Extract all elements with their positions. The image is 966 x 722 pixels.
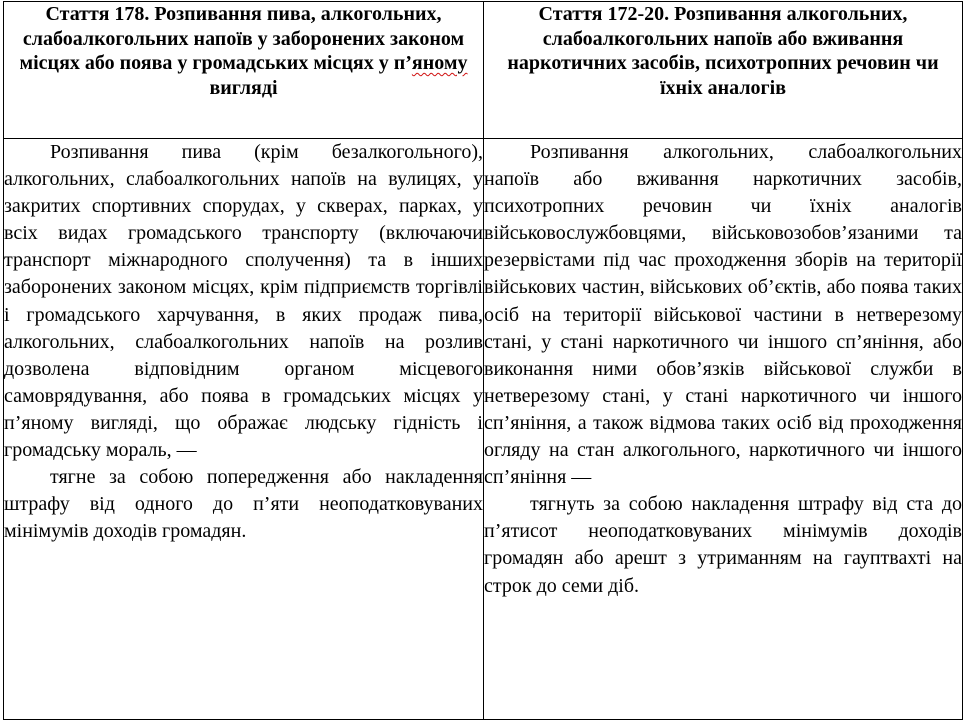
left-penalty-paragraph: тягне за собою попередження або накладення штрафу від одного до п’яти неоподатковуваних мінімумів доходів громадян. (4, 466, 483, 543)
right-penalty-paragraph: тягнуть за собою накладення штрафу від ста до п’ятисот неоподатковуваних мінімумів доходів громадян або арешт з утриманням на гауптвахті на строк до семи діб. (484, 493, 962, 597)
left-article-title-text: Стаття 178. Розпивання пива, алкогольних, слабоалкогольних напоїв у заборонених законом місцях або поява у громадських місцях у п’ (19, 3, 465, 74)
header-row (4, 2, 963, 139)
right-article-title (484, 2, 963, 139)
left-article-title-end: вигляді (209, 76, 278, 99)
left-article-title (4, 2, 484, 139)
left-article-text (4, 139, 484, 720)
left-offense-paragraph: Розпивання пива (крім безалкогольного), алкогольних, слабоалкогольних напоїв на вулицях, у закритих спортивних спорудах, у скверах, парках, у всіх видах громадського транспорту (включаючи транспорт міжнародного сполучення) та в інших заборонених законом місцях, крім підприємств торгівлі і громадського харчування, в яких продаж пива, алкогольних, слабоалкогольних напоїв на розлив дозволена відповідним органом місцевого самоврядування, або поява в громадських місцях у п’яному вигляді, що ображає людську гідність і громадську мораль, — (4, 141, 483, 462)
spellcheck-flagged-word: яному (411, 52, 468, 74)
right-offense-paragraph: Розпивання алкогольних, слабоалкогольних напоїв або вживання наркотичних засобів, психотропних речовин чи їхніх аналогів військовослужбовцями, військовозобов’язаними та резервістами під час проходження зборів на території військових частин, військових об’єктів, або поява таких осіб на території військової частини в нетверезому стані, у стані наркотичного чи іншого сп’яніння, або виконання ними обов’язків військової служби в нетверезому стані, у стані наркотичного чи іншого сп’яніння, а також відмова таких осіб від проходження огляду на стан алкогольного, наркотичного чи іншого сп’яніння — (484, 141, 962, 489)
content-row (4, 139, 963, 720)
right-article-title-text: Стаття 172-20. Розпивання алкогольних, слабоалкогольних напоїв або вживання наркотичних засобів, психотропних речовин чи їхніх аналогів (507, 3, 939, 99)
comparison-table (3, 1, 963, 720)
right-article-text (484, 139, 963, 720)
